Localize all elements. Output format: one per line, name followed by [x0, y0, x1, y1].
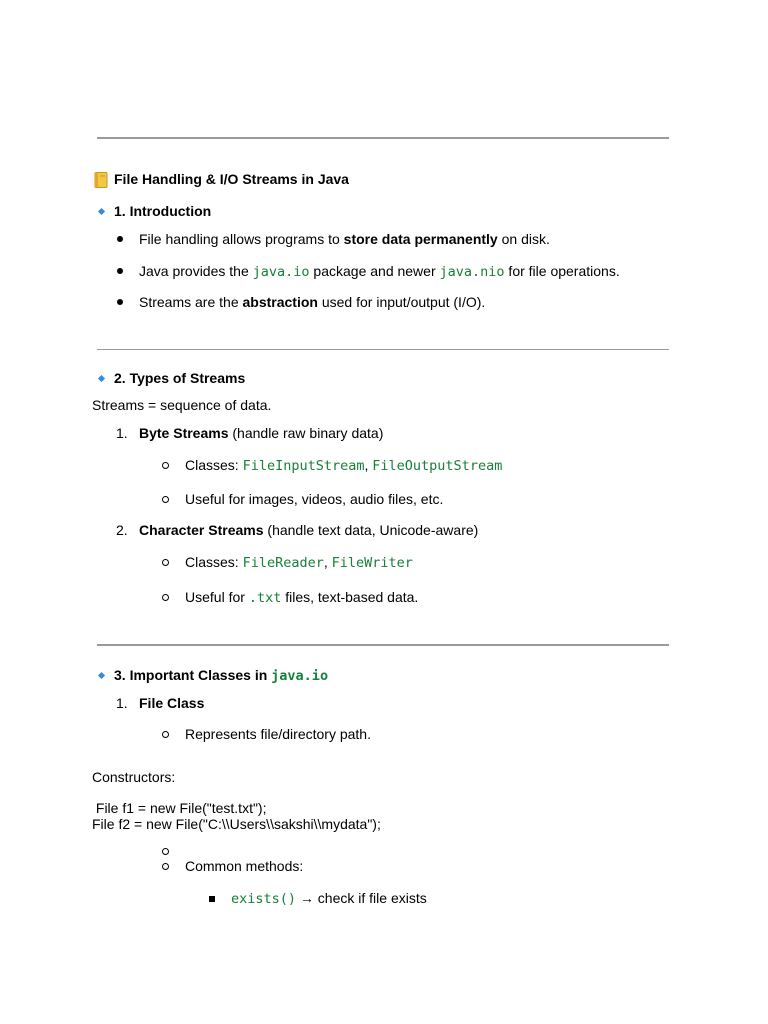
- list-item: Represents file/directory path.: [185, 726, 371, 742]
- section-divider: [97, 644, 669, 646]
- bullet-ring-icon: [162, 496, 169, 503]
- notebook-icon: [94, 172, 108, 188]
- list-item: exists() → check if file exists: [231, 890, 427, 907]
- code-line: File f1 = new File("test.txt");: [92, 800, 267, 816]
- list-item: Useful for images, videos, audio files, etc.: [185, 491, 444, 507]
- list-item: Character Streams (handle text data, Unicode-aware): [139, 522, 479, 538]
- code-line: File f2 = new File("C:\\Users\\sakshi\\mydata");: [92, 816, 381, 832]
- bullet-ring-icon: [162, 863, 169, 870]
- paragraph: Streams = sequence of data.: [92, 397, 272, 413]
- list-item: Common methods:: [185, 858, 304, 874]
- diamond-bullet-icon: [98, 672, 105, 679]
- list-item: Java provides the java.io package and newer java.nio for file operations.: [139, 263, 620, 280]
- page-title: File Handling & I/O Streams in Java: [114, 171, 349, 187]
- paragraph: Constructors:: [92, 769, 176, 785]
- bullet-ring-icon: [162, 462, 169, 469]
- list-number: 2.: [116, 522, 128, 538]
- section-heading-types: 2. Types of Streams: [114, 370, 246, 386]
- diamond-bullet-icon: [98, 375, 105, 382]
- list-item: Useful for .txt files, text-based data.: [185, 589, 419, 606]
- section-divider: [97, 349, 669, 350]
- bullet-square-icon: [209, 896, 215, 902]
- list-number: 1.: [116, 695, 128, 711]
- section-heading-classes: 3. Important Classes in java.io: [114, 667, 329, 684]
- list-item: File Class: [139, 695, 205, 711]
- list-item: Streams are the abstraction used for input/output (I/O).: [139, 294, 486, 310]
- bullet-dot-icon: [117, 236, 123, 242]
- list-item: File handling allows programs to store data permanently on disk.: [139, 231, 550, 247]
- list-item: Classes: FileReader, FileWriter: [185, 554, 413, 571]
- bullet-ring-icon: [162, 731, 169, 738]
- diamond-bullet-icon: [98, 208, 105, 215]
- list-item: Byte Streams (handle raw binary data): [139, 425, 384, 441]
- bullet-ring-icon: [162, 594, 169, 601]
- bullet-ring-icon: [162, 848, 169, 855]
- bullet-dot-icon: [117, 299, 123, 305]
- list-number: 1.: [116, 425, 128, 441]
- list-item: Classes: FileInputStream, FileOutputStream: [185, 457, 503, 474]
- bullet-dot-icon: [117, 268, 123, 274]
- top-divider: [97, 137, 669, 139]
- bullet-ring-icon: [162, 559, 169, 566]
- section-heading-introduction: 1. Introduction: [114, 203, 212, 219]
